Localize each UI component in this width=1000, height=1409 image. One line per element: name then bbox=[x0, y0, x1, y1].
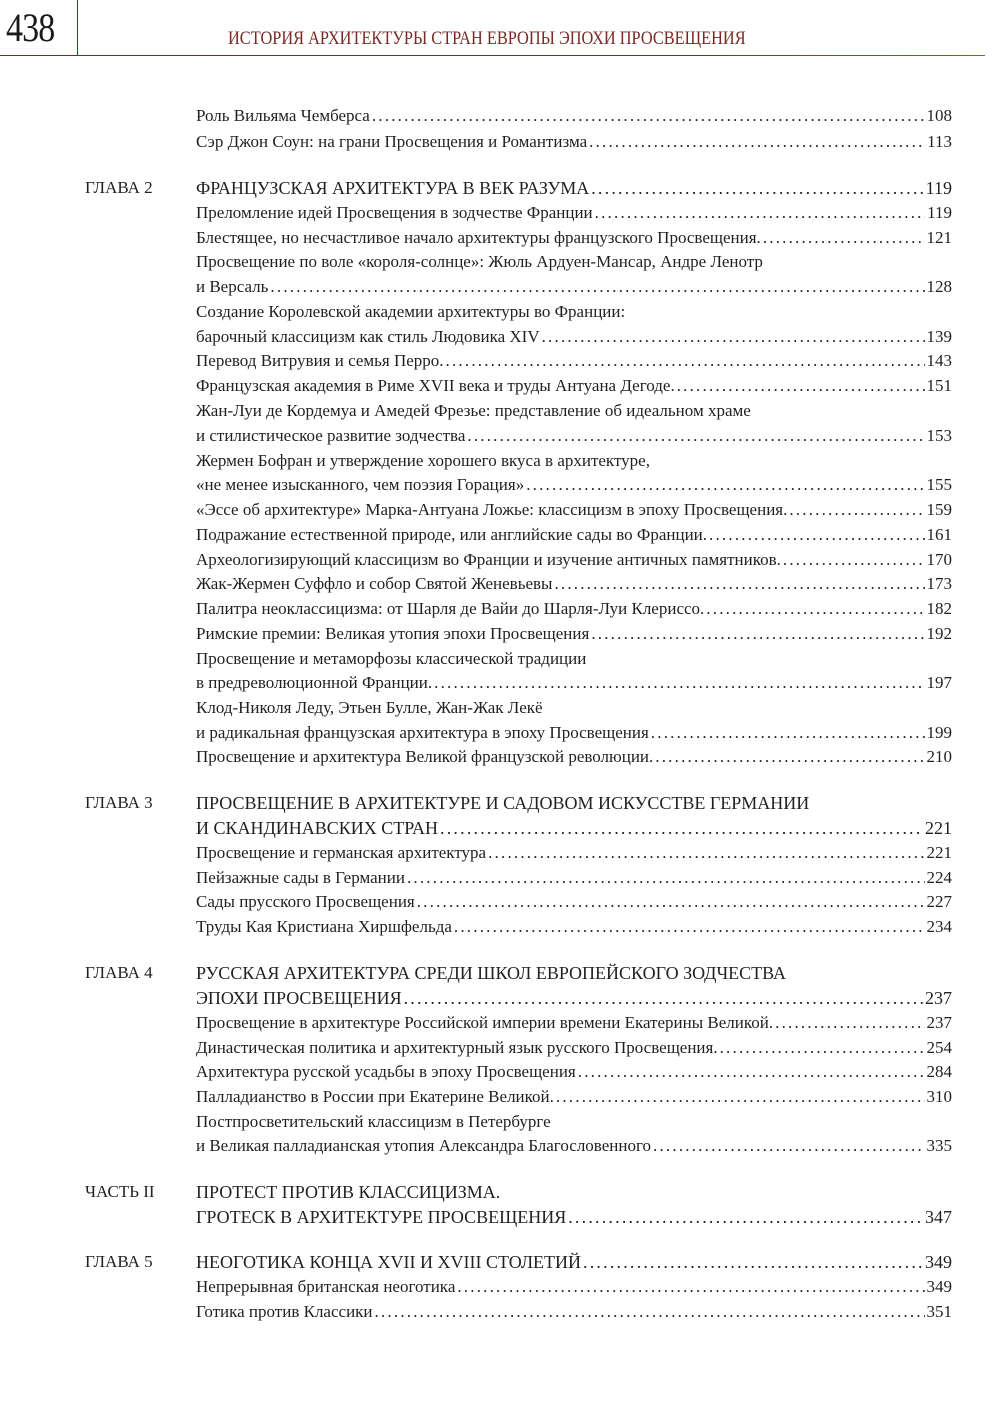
toc-entry[interactable]: и радикальная французская архитектура в эпоху Просвещения ..... 199 bbox=[196, 721, 952, 745]
toc-entry[interactable]: Палладианство в России при Екатерине Великой. ..... 310 bbox=[196, 1085, 952, 1109]
toc-entry[interactable]: Династическая политика и архитектурный язык русского Просвещения. ..... 254 bbox=[196, 1036, 952, 1060]
dot-leader bbox=[556, 1085, 925, 1109]
dot-leader bbox=[526, 473, 924, 497]
toc-entry[interactable]: Труды Кая Кристиана Хиршфельда ..... 234 bbox=[196, 915, 952, 939]
dot-leader bbox=[407, 866, 925, 890]
toc-entry-line[interactable]: Клод-Николя Леду, Этьен Булле, Жан-Жак Лекё bbox=[196, 698, 543, 717]
dot-leader bbox=[404, 986, 923, 1010]
toc-entry[interactable]: «Эссе об архитектуре» Марка-Антуана Ложье: классицизм в эпоху Просвещения. ..... 159 bbox=[196, 498, 952, 522]
dot-leader bbox=[595, 201, 925, 225]
toc-entry[interactable]: Роль Вильяма Чемберса ..... 108 bbox=[196, 104, 952, 128]
toc-entry-line[interactable]: Жан-Луи де Кордемуа и Амедей Фрезье: представление об идеальном храме bbox=[196, 401, 751, 420]
dot-leader bbox=[651, 721, 925, 745]
toc-entry[interactable]: барочный классицизм как стиль Людовика XIV ..... 139 bbox=[196, 325, 952, 349]
chapter-label: ГЛАВА 2 bbox=[85, 178, 153, 197]
toc-entry-line[interactable]: Просвещение и метаморфозы классической традиции bbox=[196, 649, 587, 668]
toc-entry[interactable]: «не менее изысканного, чем поэзия Горация» ..... 155 bbox=[196, 473, 952, 497]
toc-entry[interactable]: Французская академия в Риме XVII века и труды Антуана Дегоде. ..... 151 bbox=[196, 374, 952, 398]
chapter-title-row[interactable]: ФРАНЦУЗСКАЯ АРХИТЕКТУРА В ВЕК РАЗУМА ..... 119 bbox=[196, 176, 952, 200]
dot-leader bbox=[591, 176, 923, 200]
toc-entry[interactable]: и стилистическое развитие зодчества ..... 153 bbox=[196, 424, 952, 448]
toc-entry[interactable]: Римские премии: Великая утопия эпохи Просвещения ..... 192 bbox=[196, 622, 952, 646]
page-ref: 113 bbox=[927, 132, 952, 151]
toc-entry[interactable]: Археологизирующий классицизм во Франции и изучение античных памятников. ..... 170 bbox=[196, 548, 952, 572]
dot-leader bbox=[706, 597, 924, 621]
page-number: 438 bbox=[6, 5, 55, 50]
part-label: ЧАСТЬ II bbox=[85, 1182, 155, 1201]
toc-entry[interactable]: Сады прусского Просвещения ..... 227 bbox=[196, 890, 952, 914]
dot-leader bbox=[375, 1300, 925, 1324]
chapter-title-row[interactable]: НЕОГОТИКА КОНЦА XVII И XVIII СТОЛЕТИЙ ..... 349 bbox=[196, 1250, 952, 1274]
toc-entry[interactable]: Преломление идей Просвещения в зодчестве Франции ..... 119 bbox=[196, 201, 952, 225]
header-horizontal-rule bbox=[0, 55, 985, 56]
dot-leader bbox=[653, 1134, 924, 1158]
dot-leader bbox=[417, 890, 925, 914]
dot-leader bbox=[763, 226, 925, 250]
dot-leader bbox=[434, 671, 924, 695]
toc-entry[interactable]: Палитра неоклассицизма: от Шарля де Вайи до Шарля-Луи Клериссо. ..... 182 bbox=[196, 597, 952, 621]
chapter-label: ГЛАВА 3 bbox=[85, 793, 153, 812]
toc-entry[interactable]: и Версаль ..... 128 bbox=[196, 275, 952, 299]
chapter-label: ГЛАВА 4 bbox=[85, 963, 153, 982]
dot-leader bbox=[568, 1205, 923, 1229]
dot-leader bbox=[488, 841, 924, 865]
dot-leader bbox=[372, 104, 925, 128]
dot-leader bbox=[457, 1275, 924, 1299]
toc-entry-line[interactable]: Жермен Бофран и утверждение хорошего вкуса в архитектуре, bbox=[196, 451, 650, 470]
dot-leader bbox=[783, 548, 925, 572]
toc-entry[interactable]: в предреволюционной Франции. ..... 197 bbox=[196, 671, 952, 695]
toc-entry[interactable]: Подражание естественной природе, или английские сады во Франции. ..... 161 bbox=[196, 523, 952, 547]
dot-leader bbox=[589, 130, 925, 154]
toc-entry[interactable]: Просвещение в архитектуре Российской империи времени Екатерины Великой. ..... 237 bbox=[196, 1011, 952, 1035]
toc-entry[interactable]: и Великая палладианская утопия Александра Благословенного ..... 335 bbox=[196, 1134, 952, 1158]
dot-leader bbox=[440, 816, 923, 840]
dot-leader bbox=[583, 1250, 923, 1274]
toc-entry[interactable]: Просвещение и германская архитектура ..... 221 bbox=[196, 841, 952, 865]
chapter-label: ГЛАВА 5 bbox=[85, 1252, 153, 1271]
dot-leader bbox=[709, 523, 924, 547]
toc-entry[interactable]: Непрерывная британская неоготика ..... 349 bbox=[196, 1275, 952, 1299]
page-header bbox=[0, 0, 1000, 56]
dot-leader bbox=[454, 915, 925, 939]
toc-entry[interactable]: Сэр Джон Соун: на грани Просвещения и Романтизма ..... 113 bbox=[196, 130, 952, 154]
dot-leader bbox=[677, 374, 925, 398]
dot-leader bbox=[591, 622, 924, 646]
toc-entry-line[interactable]: Просвещение по воле «короля-солнце»: Жюль Ардуен-Мансар, Андре Ленотр bbox=[196, 252, 763, 271]
toc-entry[interactable]: Жак-Жермен Суффло и собор Святой Женевьевы ..... 173 bbox=[196, 572, 952, 596]
dot-leader bbox=[270, 275, 924, 299]
toc-entry[interactable]: Архитектура русской усадьбы в эпоху Просвещения ..... 284 bbox=[196, 1060, 952, 1084]
toc-entry[interactable]: Блестящее, но несчастливое начало архитектуры французского Просвещения. ..... 121 bbox=[196, 226, 952, 250]
part-title-line[interactable]: ПРОТЕСТ ПРОТИВ КЛАССИЦИЗМА. bbox=[196, 1182, 501, 1202]
dot-leader bbox=[655, 745, 924, 769]
dot-leader bbox=[467, 424, 924, 448]
chapter-title-row[interactable]: И СКАНДИНАВСКИХ СТРАН ..... 221 bbox=[196, 816, 952, 840]
toc-entry[interactable]: Пейзажные сады в Германии ..... 224 bbox=[196, 866, 952, 890]
toc-entry[interactable]: Готика против Классики ..... 351 bbox=[196, 1300, 952, 1324]
dot-leader bbox=[446, 349, 925, 373]
toc-entry-line[interactable]: Постпросветительский классицизм в Петербурге bbox=[196, 1112, 551, 1131]
chapter-title-row[interactable]: ЭПОХИ ПРОСВЕЩЕНИЯ ..... 237 bbox=[196, 986, 952, 1010]
toc-entry-line[interactable]: Создание Королевской академии архитектуры во Франции: bbox=[196, 302, 626, 321]
toc-entry[interactable]: Просвещение и архитектура Великой французской революции. ..... 210 bbox=[196, 745, 952, 769]
dot-leader bbox=[775, 1011, 924, 1035]
dot-leader bbox=[578, 1060, 925, 1084]
dot-leader bbox=[720, 1036, 925, 1060]
dot-leader bbox=[542, 325, 925, 349]
page-ref: 108 bbox=[926, 106, 952, 125]
dot-leader bbox=[789, 498, 924, 522]
header-vertical-rule bbox=[77, 0, 78, 56]
chapter-title-line[interactable]: ПРОСВЕЩЕНИЕ В АРХИТЕКТУРЕ И САДОВОМ ИСКУССТВЕ ГЕРМАНИИ bbox=[196, 793, 810, 813]
running-title: ИСТОРИЯ АРХИТЕКТУРЫ СТРАН ЕВРОПЫ ЭПОХИ ПРОСВЕЩЕНИЯ bbox=[228, 28, 746, 49]
toc-entry[interactable]: Перевод Витрувия и семья Перро. ..... 143 bbox=[196, 349, 952, 373]
chapter-title-line[interactable]: РУССКАЯ АРХИТЕКТУРА СРЕДИ ШКОЛ ЕВРОПЕЙСКОГО ЗОДЧЕСТВА bbox=[196, 963, 787, 983]
part-title-row[interactable]: ГРОТЕСК В АРХИТЕКТУРЕ ПРОСВЕЩЕНИЯ ..... 347 bbox=[196, 1205, 952, 1229]
dot-leader bbox=[554, 572, 924, 596]
